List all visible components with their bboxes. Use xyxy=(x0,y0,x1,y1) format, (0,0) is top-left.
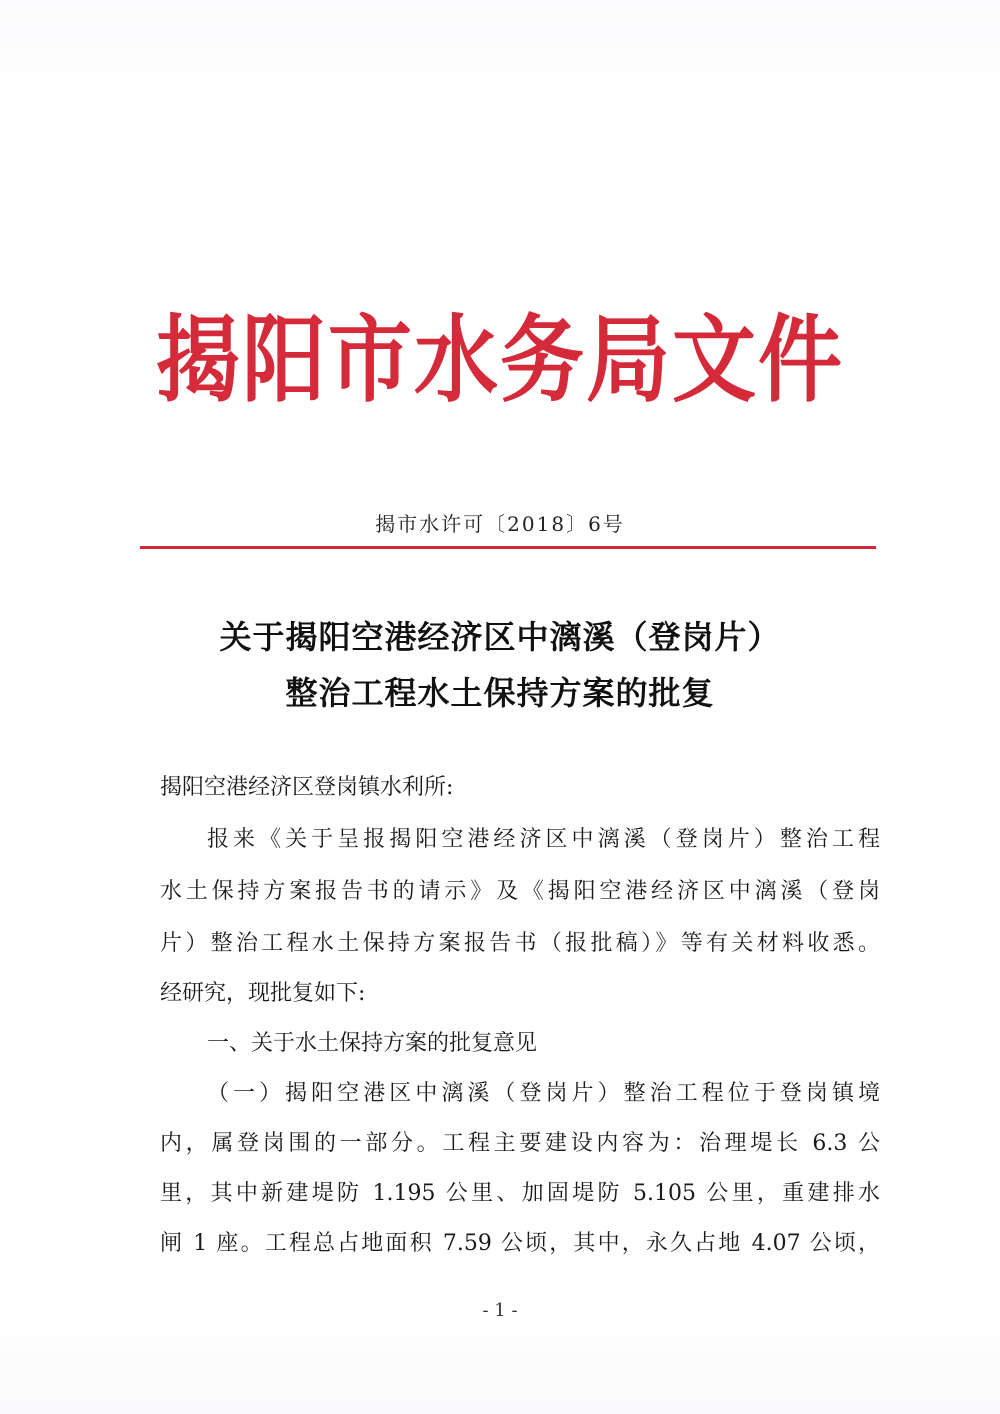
addressee: 揭阳空港经济区登岗镇水利所: xyxy=(160,775,454,800)
red-divider-line xyxy=(140,546,876,549)
document-number: 揭市水许可〔2018〕6号 xyxy=(375,512,625,536)
page-number: - 1 - xyxy=(482,1300,518,1321)
paragraph1-line-2: 水土保持方案报告书的请示》及《揭阳空港经济区中漓溪（登岗 xyxy=(160,879,880,904)
section1-heading: 一、关于水土保持方案的批复意见 xyxy=(207,1031,538,1056)
paragraph2-line-2: 内，属登岗围的一部分。工程主要建设内容为：治理堤长 6.3 公 xyxy=(160,1131,880,1156)
document-title-line-2: 整治工程水土保持方案的批复 xyxy=(285,674,715,712)
paragraph1-line-1: 报来《关于呈报揭阳空港经济区中漓溪（登岗片）整治工程 xyxy=(207,827,880,852)
paragraph2-line-3: 里，其中新建堤防 1.195 公里、加固堤防 5.105 公里，重建排水 xyxy=(160,1181,880,1206)
paragraph2-line-1: （一）揭阳空港区中漓溪（登岗片）整治工程位于登岗镇境 xyxy=(207,1081,880,1106)
paragraph2-line-4: 闸 1 座。工程总占地面积 7.59 公顷，其中，永久占地 4.07 公顷， xyxy=(160,1231,880,1256)
document-title-line-1: 关于揭阳空港经济区中漓溪（登岗片） xyxy=(219,618,781,656)
letterhead-title: 揭阳市水务局文件 xyxy=(155,304,844,415)
paragraph1-line-4: 经研究，现批复如下: xyxy=(160,981,366,1006)
paragraph1-line-3: 片）整治工程水土保持方案报告书（报批稿）》等有关材料收悉。 xyxy=(160,931,880,956)
